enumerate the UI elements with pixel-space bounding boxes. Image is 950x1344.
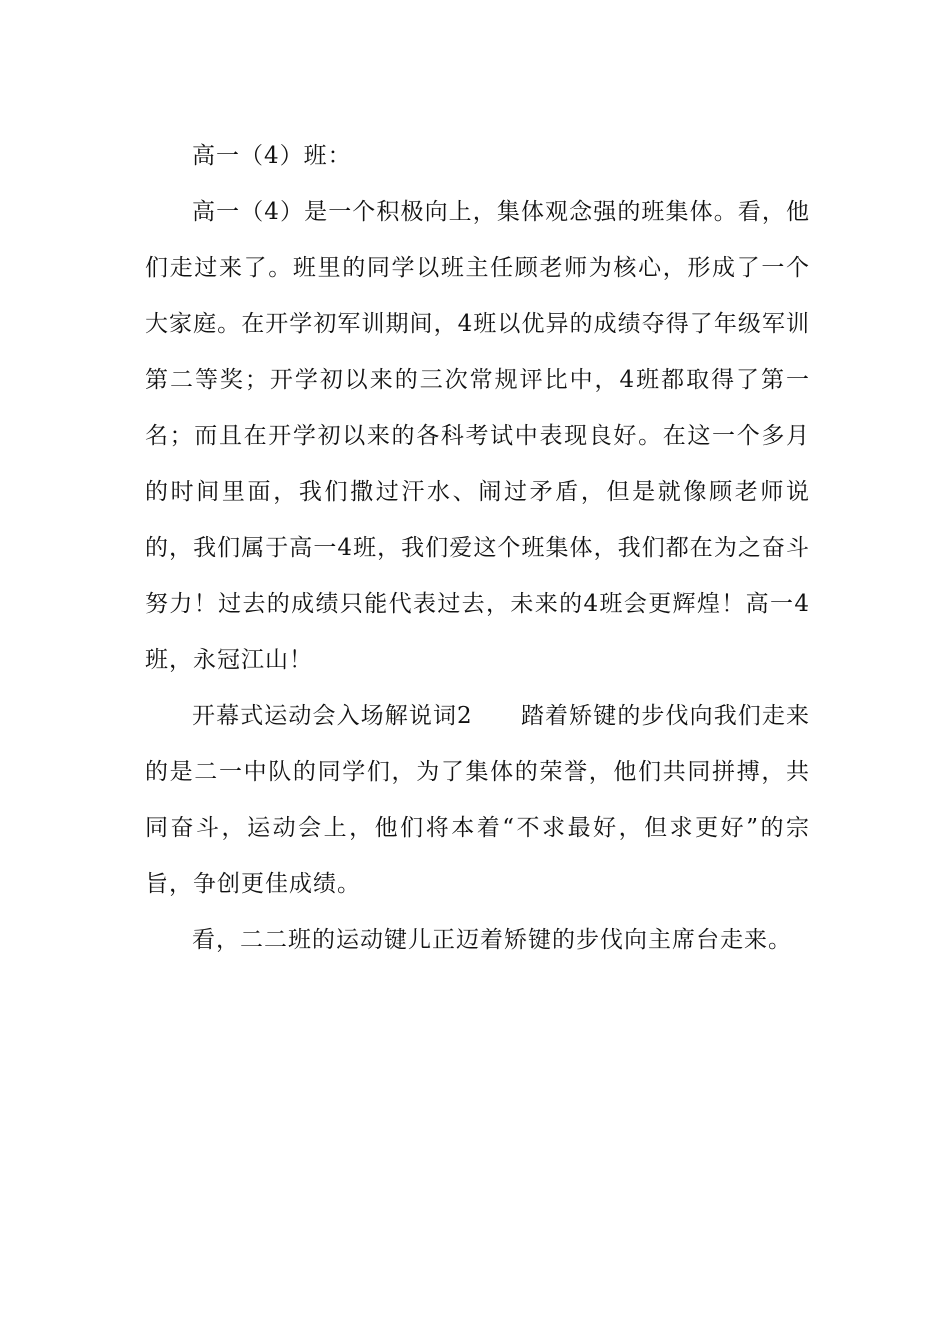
paragraph-class-heading: 高一（4）班： [192,143,352,169]
paragraph-entrance-commentary: 开幕式运动会入场解说词2 踏着矫键的步伐向我们走来的是二一中队的同学们，为了集体的荣誉，他们共同拼搏，共同奋斗，运动会上，他们将本着“不求最好，但求更好”的宗旨，争创更佳成绩。 [145,703,810,897]
paragraph-class-two-two: 看，二二班的运动键儿正迈着矫键的步伐向主席台走来。 [192,927,792,953]
paragraph-class-description: 高一（4）是一个积极向上，集体观念强的班集体。看，他们走过来了。班里的同学以班主任顾老师为核心，形成了一个大家庭。在开学初军训期间，4班以优异的成绩夺得了年级军训第二等奖；开学初以来的三次常规评比中，4班都取得了第一名；而且在开学初以来的各科考试中表现良好。在这一个多月的时间里面，我们撒过汗水、闹过矛盾，但是就像顾老师说的，我们属于高一4班，我们爱这个班集体，我们都在为之奋斗努力！过去的成绩只能代表过去，未来的4班会更辉煌！高一4班，永冠江山！ [145,199,810,673]
document-body [145,128,810,968]
